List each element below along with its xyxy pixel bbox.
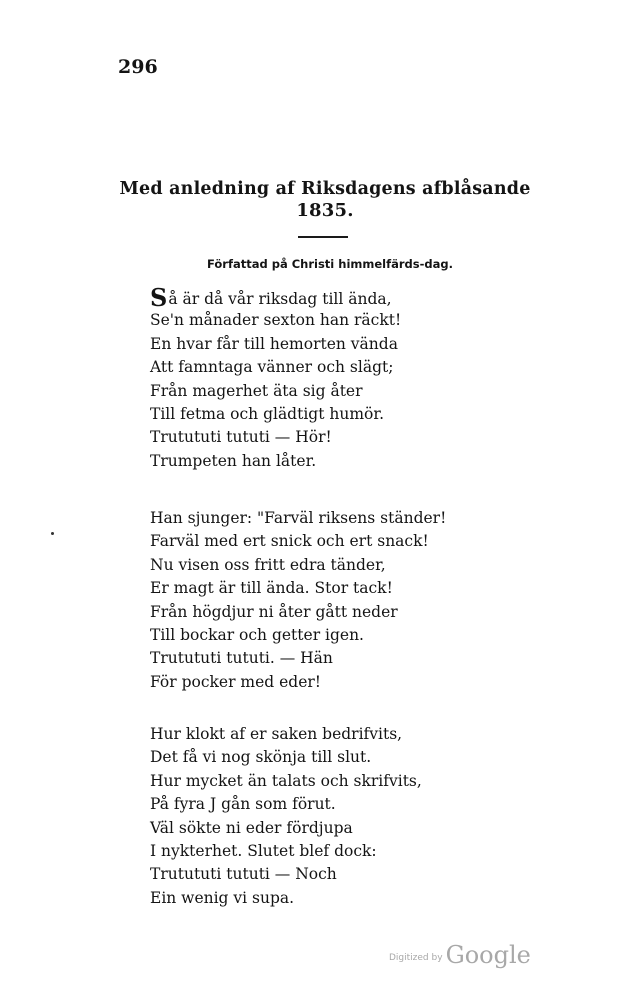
verse-line: Väl sökte ni eder fördjupa [150, 818, 353, 837]
poem-title: Med anledning af Riksdagens afblåsande [119, 179, 531, 199]
verse-line: Han sjunger: "Farväl riksens ständer! [150, 509, 447, 527]
verse-line: Till bockar och getter igen. [150, 625, 364, 644]
drop-initial: S [150, 283, 168, 312]
verse-line-text: å är då vår riksdag till ända, [168, 290, 392, 308]
verse-line: Trumpeten han låter. [150, 451, 317, 470]
verse-line: Hur klokt af er saken bedrifvits, [150, 725, 403, 743]
verse-line: Trutututi tututi — Hör! [150, 428, 332, 447]
verse-line: På fyra J gån som förut. [150, 795, 336, 814]
verse-line: Hur mycket än talats och skrifvits, [150, 771, 422, 790]
poem-subtitle: Författad på Christi himmelfärds-dag. [207, 257, 453, 271]
verse-line: Att famntaga vänner och slägt; [150, 358, 394, 377]
stanza-1 [150, 283, 470, 473]
verse-line: Det få vi nog skönja till slut. [150, 748, 372, 767]
margin-speck [51, 532, 54, 535]
stanza-2 [150, 507, 470, 694]
verse-line: Farväl med ert snick och ert snack! [150, 532, 429, 551]
page-number: 296 [118, 56, 158, 78]
verse-line: Se'n månader sexton han räckt! [150, 311, 402, 330]
verse-line: En hvar får till hemorten vända [150, 334, 398, 353]
google-logo: Google [445, 941, 531, 969]
verse-line: För pocker med eder! [150, 672, 322, 691]
verse-line: Trutututi tututi — Noch [150, 865, 337, 884]
poem-year: 1835. [296, 200, 354, 221]
stanza-3 [150, 723, 470, 910]
watermark-prefix: Digitized by [389, 953, 443, 963]
verse-line [150, 283, 470, 312]
verse-line: Till fetma och glädtigt humör. [150, 404, 384, 423]
verse-line: Er magt är till ända. Stor tack! [150, 579, 393, 598]
verse-line: I nykterhet. Slutet blef dock: [150, 841, 377, 860]
verse-line: Ein wenig vi supa. [150, 888, 295, 907]
title-rule [298, 236, 348, 238]
verse-line: Trutututi tututi. — Hän [150, 649, 333, 668]
verse-line: Nu visen oss fritt edra tänder, [150, 555, 386, 574]
verse-line: Från högdjur ni åter gått neder [150, 602, 398, 621]
digitized-watermark [389, 941, 531, 969]
verse-line: Från magerhet äta sig åter [150, 381, 363, 400]
